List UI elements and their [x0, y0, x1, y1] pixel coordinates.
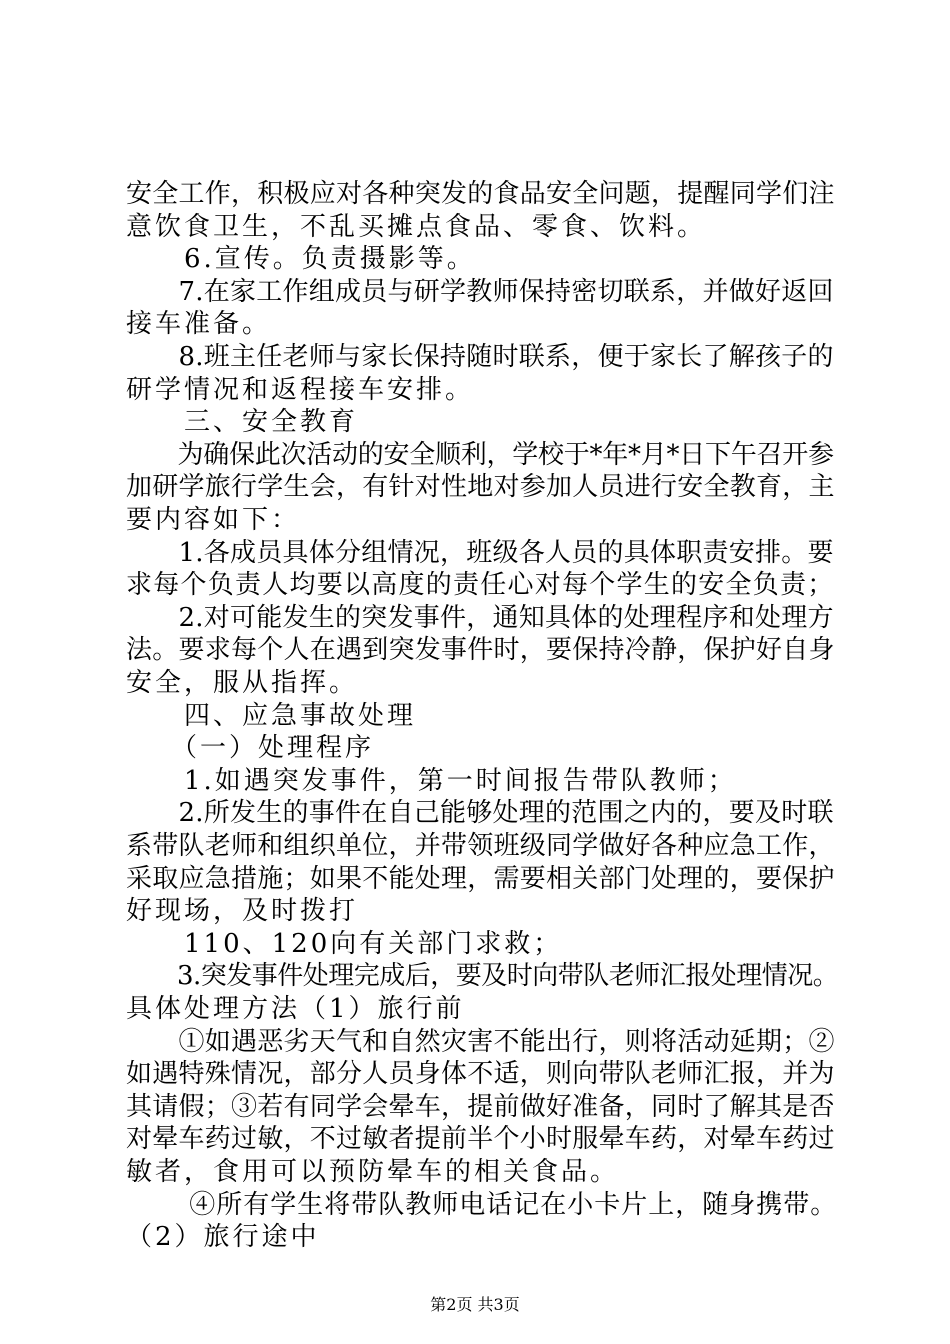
text-line: 接车准备。	[126, 309, 272, 339]
text-line: （一）处理程序	[126, 733, 375, 763]
text-line: 意饮食卫生，不乱买摊点食品、零食、饮料。	[126, 212, 707, 242]
text-line: 采取应急措施；如果不能处理，需要相关部门处理的，要保护	[126, 864, 835, 894]
text-line: 7.在家工作组成员与研学教师保持密切联系，并做好返回	[126, 277, 834, 307]
text-line: （2）旅行途中	[126, 1222, 320, 1252]
text-line: 求每个负责人均要以高度的责任心对每个学生的安全负责；	[126, 570, 835, 600]
text-line: 具体处理方法（1）旅行前	[126, 994, 465, 1024]
text-line: 研学情况和返程接车安排。	[126, 375, 475, 405]
text-line: 如遇特殊情况，部分人员身体不适，则向带队老师汇报，并为	[126, 1059, 835, 1089]
text-line: 系带队老师和组织单位，并带领班级同学做好各种应急工作，	[126, 831, 835, 861]
text-line: 其请假；③若有同学会晕车，提前做好准备，同时了解其是否	[126, 1092, 835, 1122]
text-line: 8.班主任老师与家长保持随时联系，便于家长了解孩子的	[126, 342, 834, 372]
text-line: 1.各成员具体分组情况，班级各人员的具体职责安排。要	[126, 538, 834, 568]
text-line: 敏者，食用可以预防晕车的相关食品。	[126, 1157, 620, 1187]
text-line: 法。要求每个人在遇到突发事件时，要保持冷静，保护好自身	[126, 635, 835, 665]
text-line: 2.对可能发生的突发事件，通知具体的处理程序和处理方	[126, 603, 834, 633]
text-line: 好现场，及时拨打	[126, 896, 359, 926]
text-line: 为确保此次活动的安全顺利，学校于*年*月*日下午召开参	[126, 440, 834, 470]
text-line: 加研学旅行学生会，有针对性地对参加人员进行安全教育，主	[126, 472, 835, 502]
text-line: 1.如遇突发事件，第一时间报告带队教师；	[126, 766, 737, 796]
text-line: ①如遇恶劣天气和自然灾害不能出行，则将活动延期；②	[126, 1027, 835, 1057]
text-line: 安全工作，积极应对各种突发的食品安全问题，提醒同学们注	[126, 179, 835, 209]
text-line: 3.突发事件处理完成后，要及时向带队老师汇报处理情况。	[126, 961, 839, 991]
text-line: 6.宣传。负责摄影等。	[126, 244, 476, 274]
text-line: 要内容如下：	[126, 505, 301, 535]
text-line: ④所有学生将带队教师电话记在小卡片上，随身携带。	[126, 1190, 838, 1220]
text-line: 110、120向有关部门求救；	[126, 929, 563, 959]
text-line: 三、安全教育	[126, 407, 359, 437]
text-line: 安全，服从指挥。	[126, 668, 359, 698]
page-footer: 第2页 共3页	[430, 1295, 520, 1314]
text-line: 四、应急事故处理	[126, 701, 417, 731]
text-line: 2.所发生的事件在自己能够处理的范围之内的，要及时联	[126, 798, 834, 828]
text-line: 对晕车药过敏，不过敏者提前半个小时服晕车药，对晕车药过	[126, 1124, 835, 1154]
